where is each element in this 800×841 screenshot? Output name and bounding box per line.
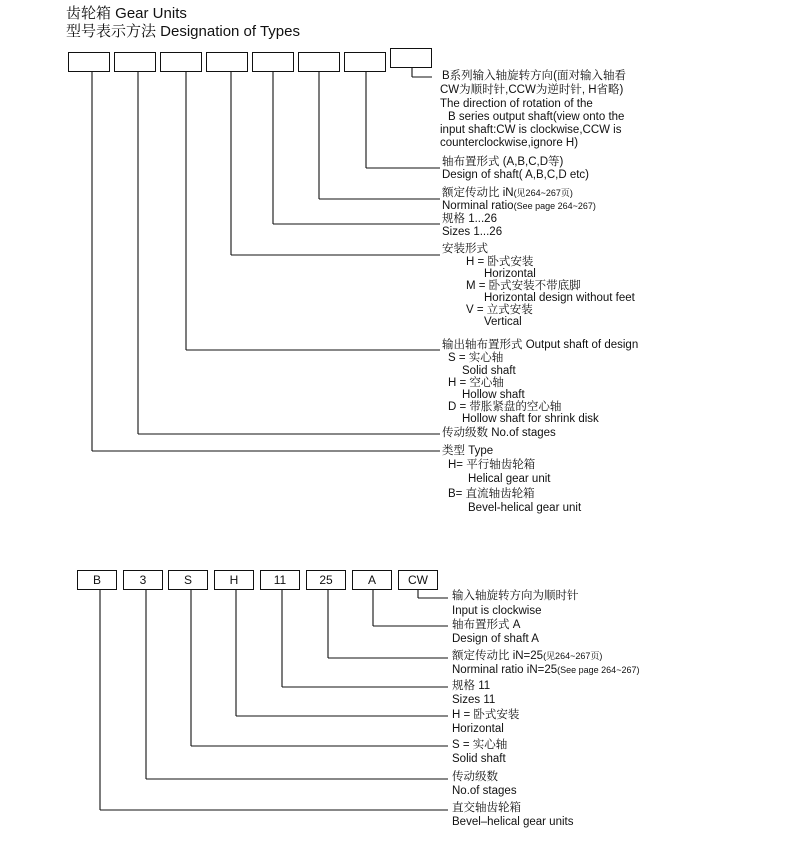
output-shaft-s: S = 实心轴: [448, 352, 504, 364]
example-ratio-en-label: Norminal ratio iN=25: [452, 664, 558, 676]
rotation-line-2: CW为顺时针,CCW为逆时针, H省略): [440, 84, 624, 96]
code-box-ratio: [298, 52, 340, 72]
example-type-en: Bevel–helical gear units: [452, 816, 574, 828]
code-box-rotation: [390, 48, 432, 68]
page-title: 齿轮箱 Gear Units: [66, 5, 187, 22]
rotation-line-4: B series output shaft(view onto the: [448, 111, 625, 123]
ratio-zh-label: 额定传动比 iN: [442, 187, 514, 199]
code-box-stages: [114, 52, 156, 72]
rotation-line-3: The direction of rotation of the: [440, 98, 593, 110]
stages-label: 传动级数 No.of stages: [442, 427, 556, 439]
sizes-zh: 规格 1...26: [442, 213, 497, 225]
example-stages-zh: 传动级数: [452, 771, 498, 783]
rotation-line-6: counterclockwise,ignore H): [440, 137, 579, 149]
mounting-h-en: Horizontal: [484, 268, 536, 280]
shaft-design-en: Design of shaft( A,B,C,D etc): [442, 169, 590, 181]
rotation-line-5: input shaft:CW is clockwise,CCW is: [440, 124, 622, 136]
example-box-stages: 3: [123, 570, 163, 590]
example-mounting-zh: H = 卧式安装: [452, 709, 520, 721]
example-box-type: B: [77, 570, 117, 590]
mounting-m-en: Horizontal design without feet: [484, 292, 635, 304]
example-box-output-shaft: S: [168, 570, 208, 590]
sizes-en: Sizes 1...26: [442, 226, 503, 238]
output-shaft-s-en: Solid shaft: [462, 365, 516, 377]
example-ratio-zh-page: (见264~267页): [543, 651, 603, 661]
output-shaft-d-en: Hollow shaft for shrink disk: [462, 413, 599, 425]
mounting-v-en: Vertical: [484, 316, 522, 328]
ratio-zh-page: (见264~267页): [513, 188, 573, 198]
shaft-design-zh: 轴布置形式 (A,B,C,D等): [442, 156, 564, 168]
rotation-line-1: B系列输入轴旋转方向(面对输入轴看: [442, 70, 626, 82]
example-box-shaft-design: A: [352, 570, 392, 590]
example-sizes-en: Sizes 11: [452, 694, 496, 706]
output-shaft-heading: 输出轴布置形式 Output shaft of design: [442, 339, 639, 351]
example-sizes-zh: 规格 11: [452, 680, 491, 692]
example-box-rotation: CW: [398, 570, 438, 590]
code-box-shaft-design: [344, 52, 386, 72]
ratio-zh: [442, 188, 573, 200]
example-type-zh: 直交轴齿轮箱: [452, 802, 521, 814]
example-box-size: 11: [260, 570, 300, 590]
code-box-size: [252, 52, 294, 72]
type-h: H= 平行轴齿轮箱: [448, 459, 536, 471]
example-box-ratio: 25: [306, 570, 346, 590]
example-box-mounting: H: [214, 570, 254, 590]
type-b: B= 直流轴齿轮箱: [448, 488, 535, 500]
example-ratio-en-page: (See page 264~267): [557, 665, 640, 675]
example-output-shaft-en: Solid shaft: [452, 753, 506, 765]
type-h-en: Helical gear unit: [468, 473, 551, 485]
example-ratio-zh: [452, 651, 602, 663]
example-ratio-en: [452, 665, 639, 677]
example-rotation-en: Input is clockwise: [452, 605, 542, 617]
mounting-heading: 安装形式: [442, 243, 488, 255]
mounting-h: H = 卧式安装: [466, 256, 534, 268]
ratio-en-label: Norminal ratio: [442, 200, 514, 212]
output-shaft-h-en: Hollow shaft: [462, 389, 525, 401]
code-box-output-shaft: [160, 52, 202, 72]
code-box-mounting: [206, 52, 248, 72]
example-mounting-en: Horizontal: [452, 723, 504, 735]
page-subtitle: 型号表示方法 Designation of Types: [66, 23, 300, 40]
type-b-en: Bevel-helical gear unit: [468, 502, 582, 514]
example-output-shaft-zh: S = 实心轴: [452, 739, 508, 751]
example-stages-en: No.of stages: [452, 785, 517, 797]
example-shaft-design-zh: 轴布置形式 A: [452, 619, 521, 631]
ratio-en-page: (See page 264~267): [513, 201, 596, 211]
output-shaft-d: D = 带胀紧盘的空心轴: [448, 401, 562, 413]
mounting-m: M = 卧式安装不带底脚: [466, 280, 581, 292]
ratio-en: [442, 201, 596, 213]
example-ratio-zh-label: 额定传动比 iN=25: [452, 650, 544, 662]
type-heading: 类型 Type: [442, 445, 494, 457]
example-rotation-zh: 输入轴旋转方向为顺时针: [452, 590, 579, 602]
code-box-type: [68, 52, 110, 72]
example-shaft-design-en: Design of shaft A: [452, 633, 539, 645]
output-shaft-h: H = 空心轴: [448, 377, 504, 389]
mounting-v: V = 立式安装: [466, 304, 533, 316]
